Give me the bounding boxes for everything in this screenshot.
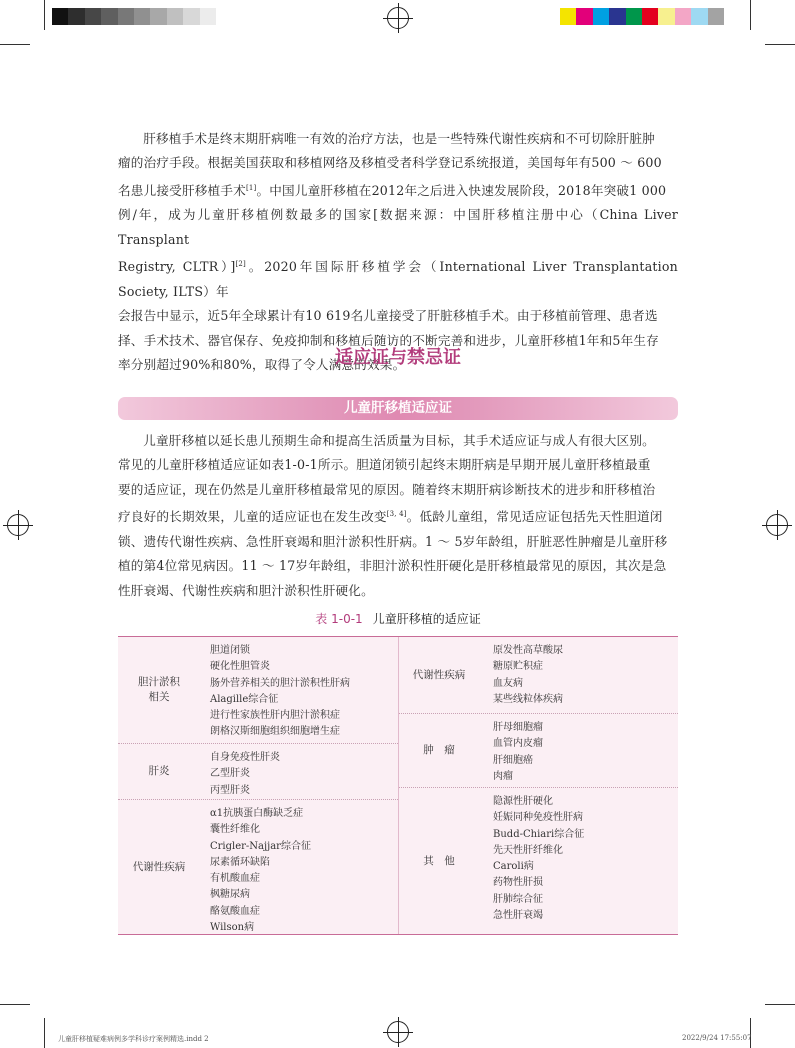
crop-mark [0,44,30,45]
crop-mark [44,0,45,30]
gray-swatch [68,8,84,25]
citation[interactable]: [1] [245,183,257,192]
subsection-title-bar: 儿童肝移植适应证 [118,397,678,420]
color-swatch [708,8,724,25]
list-item: 肝细胞癌 [493,754,533,766]
list-item: 酪氨酸血症 [210,905,260,917]
text-line: Registry, CLTR）][2]。2020年国际肝移植学会（International Liver Transplantation Society, ILTS）年 [118,259,678,299]
intro-paragraph [118,127,678,377]
list-item: 妊娠同种免疫性肝病 [493,812,583,824]
list-item: 枫糖尿病 [210,889,250,901]
text-line: 率分别超过90%和80%，取得了令人满意的效果。 [118,357,406,373]
text-line: 性肝衰竭、代谢性疾病和胆汁淤积性肝硬化。 [118,582,374,598]
list-item: Alagille综合征 [210,693,279,705]
list-item: 某些线粒体疾病 [493,693,563,705]
gray-swatch [52,8,68,25]
list-item: 硬化性胆管炎 [210,661,270,673]
color-swatch [560,8,576,25]
list-item: 肝肺综合征 [493,893,543,905]
color-swatch [675,8,691,25]
list-item: 肠外营养相关的胆汁淤积性肝病 [210,677,350,689]
group-label: 代谢性疾病 [132,860,186,873]
indications-paragraph [118,429,678,603]
table-group [399,637,678,714]
table-group [399,714,678,788]
group-label: 代谢性疾病 [412,668,466,681]
registration-mark-right [762,510,792,540]
color-swatch [642,8,658,25]
text-line: 常见的儿童肝移植适应证如表1-0-1所示。胆道闭锁引起终末期肝病是早期开展儿童肝移植最重 [118,457,651,473]
table-group [399,788,678,934]
group-label: 肝炎 [148,765,170,777]
process-color-bar [560,8,724,25]
section-title: 适应证与禁忌证 [335,347,461,368]
list-item: Caroli病 [493,861,534,873]
list-item: 囊性纤维化 [210,824,260,836]
crop-mark [0,1004,30,1005]
table-group [118,800,398,934]
list-item: 胆道闭锁 [210,645,250,656]
text-line: 例/年，成为儿童肝移植例数最多的国家[数据来源：中国肝移植注册中心（China Liver Transplant [118,207,678,247]
gray-swatch [85,8,101,25]
list-item: 自身免疫性肝炎 [210,752,280,763]
list-item: 肉瘤 [493,770,513,782]
list-item: 朗格汉斯细胞组织细胞增生症 [210,726,340,738]
text-line: 会报告中显示，近5年全球累计有10 619名儿童接受了肝脏移植手术。由于移植前管理、患者选 [118,308,658,324]
gray-color-bar [52,8,216,25]
text-line: 疗良好的长期效果，儿童的适应证也在发生改变[3, 4]。低龄儿童组，常见适应证包括先天性胆道闭 [118,509,663,525]
table-group [118,744,398,800]
list-item: 乙型肝炎 [210,768,250,780]
group-items [493,720,543,785]
gray-swatch [101,8,117,25]
crop-mark [765,1004,795,1005]
crop-mark [765,44,795,45]
color-swatch [576,8,592,25]
list-item: Budd-Chiari综合征 [493,828,585,840]
crop-mark [750,1018,751,1048]
list-item: 急性肝衰竭 [493,910,543,922]
gray-swatch [150,8,166,25]
text-line: 名患儿接受肝移植手术[1]。中国儿童肝移植在2012年之后进入快速发展阶段，2018年突破1 000 [118,183,667,198]
gray-swatch [200,8,216,25]
color-swatch [691,8,707,25]
text-line: 瘤的治疗手段。根据美国获取和移植网络及移植受者科学登记系统报道，美国每年有500 ～ 600 [118,155,662,171]
color-swatch [593,8,609,25]
text-line: 要的适应证，现在仍然是儿童肝移植最常见的原因。随着终末期肝病诊断技术的进步和肝移植治 [118,481,656,497]
table-number: 表 1-0-1 [315,612,363,626]
text-line: 择、手术技术、器官保存、免疫抑制和移植后随访的不断完善和进步，儿童肝移植1年和5年生存 [118,332,659,348]
footer-file-name: 儿童肝移植疑难病例多学科诊疗案例精选.indd 2 [58,1035,209,1043]
gray-swatch [118,8,134,25]
list-item: 丙型肝炎 [210,784,250,796]
table-left-column [118,637,398,934]
citation[interactable]: [2] [235,260,246,269]
gray-swatch [183,8,199,25]
citation[interactable]: [3, 4] [386,510,407,519]
list-item: 血管内皮瘤 [493,738,543,750]
table-right-column [399,637,678,934]
text-line: 儿童肝移植以延长患儿预期生命和提高生活质量为目标，其手术适应证与成人有很大区别。 [143,433,655,448]
table-caption [118,610,678,627]
group-items [210,643,350,741]
list-item: 药物性肝损 [493,877,543,889]
group-items [493,643,563,708]
list-item: 原发性高草酸尿 [493,645,563,656]
group-label: 肿 瘤 [423,744,455,756]
list-item: α1抗胰蛋白酶缺乏症 [210,808,304,819]
text-line: 肝移植手术是终末期肝病唯一有效的治疗方法，也是一些特殊代谢性疾病和不可切除肝脏肿 [143,131,655,146]
crop-mark [44,1018,45,1048]
group-label: 胆汁淤积 相关 [138,676,180,703]
list-item: 进行性家族性肝内胆汁淤积症 [210,710,340,722]
group-items [210,750,280,799]
registration-mark-left [3,510,33,540]
table-title: 儿童肝移植的适应证 [372,612,481,626]
indications-table [118,636,678,935]
list-item: 先天性肝纤维化 [493,844,563,856]
text-line: 锁、遗传代谢性疾病、急性肝衰竭和胆汁淤积性肝病。1 ～ 5岁年龄组，肝脏恶性肿瘤是儿童肝移 [118,533,668,549]
list-item: Wilson病 [210,922,255,934]
list-item: Crigler-Najjar综合征 [210,840,311,852]
group-items [493,794,584,924]
group-items [210,806,311,936]
list-item: 糖原贮积症 [493,661,543,673]
list-item: 尿素循环缺陷 [210,856,270,868]
text-line: 植的第4位常见病因。11 ～ 17岁年龄组，非胆汁淤积性肝硬化是肝移植最常见的原因，其次是急 [118,558,667,574]
footer-timestamp: 2022/9/24 17:55:07 [682,1034,752,1042]
gray-swatch [167,8,183,25]
color-swatch [609,8,625,25]
gray-swatch [134,8,150,25]
list-item: 血友病 [493,677,523,689]
group-label: 其 他 [423,854,455,867]
list-item: 肝母细胞瘤 [493,722,543,733]
table-group [118,637,398,744]
registration-mark-top [383,3,413,33]
list-item: 隐源性肝硬化 [493,796,553,807]
list-item: 有机酸血症 [210,873,260,885]
color-swatch [658,8,674,25]
registration-mark-bottom [383,1017,413,1047]
color-swatch [626,8,642,25]
crop-mark [750,0,751,30]
